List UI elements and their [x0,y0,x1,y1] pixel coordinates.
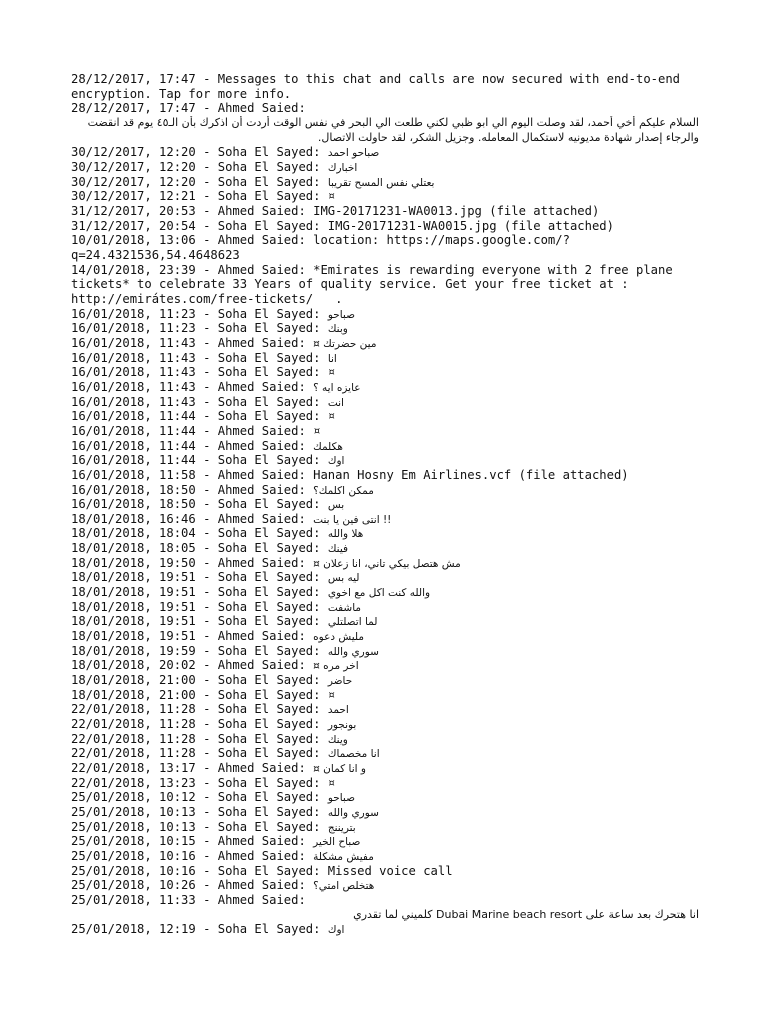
arabic-message: ¤ مين حضرتك [313,337,377,350]
line-text: 16/01/2018, 11:43 - Ahmed Saied: [71,335,314,350]
line-text: 18/01/2018, 19:51 - Soha El Sayed: [71,599,328,614]
line-text: 18/01/2018, 21:00 - Soha El Sayed: ¤ [71,687,336,702]
chat-line [71,453,699,468]
line-text: 18/01/2018, 16:46 - Ahmed Saied: [71,511,314,526]
line-text: 22/01/2018, 11:28 - Soha El Sayed: [71,717,328,732]
line-text: 30/12/2017, 12:20 - Soha El Sayed: [71,174,328,189]
arabic-message: بعتلي نفس المسح تقريبا [327,176,435,189]
line-text: 16/01/2018, 18:50 - Ahmed Saied: [71,482,314,497]
arabic-message: انا [327,352,337,365]
arabic-message: اوك [327,924,345,937]
arabic-message: عايزه ايه ؟ [313,381,361,394]
chat-line [71,702,699,717]
line-text: 25/01/2018, 11:33 - Ahmed Saied: [71,892,314,907]
line-text: 28/12/2017, 17:47 - Messages to this chat and calls are now secured with end-to-end encryption. Tap for more info. [71,72,688,101]
arabic-message: مفيش مشكلة [313,850,374,863]
chat-line [71,526,699,541]
chat-line [71,556,699,571]
line-text: 16/01/2018, 11:43 - Soha El Sayed: [71,394,328,409]
arabic-message: صباح الخير [313,836,361,849]
arabic-message: هتخلص امتي؟ [313,880,375,893]
line-text: 18/01/2018, 19:50 - Ahmed Saied: [71,555,314,570]
chat-line [71,72,699,101]
arabic-message: انتى فين يا بنت !! [313,513,392,526]
chat-line [71,336,699,351]
chat-line [71,409,699,424]
line-text: 18/01/2018, 19:59 - Soha El Sayed: [71,643,328,658]
arabic-message: احمد [327,704,349,717]
line-text: 25/01/2018, 10:12 - Soha El Sayed: [71,790,328,805]
arabic-message: فينك [327,543,349,556]
arabic-message: صباحو احمد [327,147,380,160]
line-text: 18/01/2018, 19:51 - Soha El Sayed: [71,570,328,585]
chat-line [71,380,699,395]
line-text: 30/12/2017, 12:21 - Soha El Sayed: ¤ [71,189,336,204]
line-text: 25/01/2018, 10:16 - Soha El Sayed: Missed voice call [71,863,453,878]
arabic-message: ليه بس [327,572,360,585]
arabic-message: بونجور [327,719,357,732]
chat-line [71,644,699,659]
line-text: 22/01/2018, 11:28 - Soha El Sayed: [71,731,328,746]
chat-line [71,776,699,791]
line-text: 10/01/2018, 13:06 - Ahmed Saied: location: https://maps.google.com/?q=24.4321536,54.4648623 [71,233,570,262]
chat-line [71,570,699,585]
chat-line [71,834,699,849]
line-text: 25/01/2018, 10:26 - Ahmed Saied: [71,878,314,893]
arabic-message: بتريننج [327,821,356,834]
chat-line [71,351,699,366]
line-text: 30/12/2017, 12:20 - Soha El Sayed: [71,160,328,174]
line-text: 18/01/2018, 18:05 - Soha El Sayed: [71,541,328,556]
arabic-message: اوك [327,455,345,468]
line-text: 16/01/2018, 11:44 - Soha El Sayed: [71,453,328,468]
line-text: 16/01/2018, 11:43 - Ahmed Saied: [71,379,314,394]
arabic-message: سوري والله [327,645,379,658]
arabic-message: ¤ و انا كمان [313,762,366,775]
chat-line [71,820,699,835]
wrapped-message [71,908,699,923]
arabic-message: لما اتصلتلي [327,616,378,629]
chat-line [71,629,699,644]
chat-line [71,175,699,190]
line-text: 31/12/2017, 20:54 - Soha El Sayed: IMG-20171231-WA0015.jpg (file attached) [71,218,614,233]
chat-line [71,893,699,908]
line-text: 25/01/2018, 10:13 - Soha El Sayed: [71,804,328,819]
line-text: 30/12/2017, 12:20 - Soha El Sayed: [71,145,328,160]
chat-line [71,790,699,805]
chat-line [71,145,699,160]
line-text: 18/01/2018, 21:00 - Soha El Sayed: [71,673,328,688]
line-text: 22/01/2018, 13:17 - Ahmed Saied: [71,760,314,775]
line-text: 25/01/2018, 10:16 - Ahmed Saied: [71,848,314,863]
chat-line [71,805,699,820]
chat-line [71,849,699,864]
chat-line [71,439,699,454]
chat-transcript [71,72,699,937]
line-text: 18/01/2018, 19:51 - Ahmed Saied: [71,629,314,644]
chat-line [71,600,699,615]
chat-line [71,512,699,527]
chat-line [71,468,699,483]
chat-line [71,101,699,116]
chat-line [71,688,699,703]
line-text: 16/01/2018, 11:44 - Ahmed Saied: ¤ [71,423,321,438]
line-text: 25/01/2018, 12:19 - Soha El Sayed: [71,922,328,937]
chat-line [71,263,699,307]
line-text: 22/01/2018, 13:23 - Soha El Sayed: ¤ [71,775,336,790]
line-text: 18/01/2018, 20:02 - Ahmed Saied: [71,658,314,673]
line-text: 16/01/2018, 11:23 - Soha El Sayed: [71,321,328,336]
line-text: 31/12/2017, 20:53 - Ahmed Saied: IMG-20171231-WA0013.jpg (file attached) [71,203,600,218]
line-text: 16/01/2018, 11:44 - Ahmed Saied: [71,438,314,453]
chat-line [71,585,699,600]
chat-line [71,483,699,498]
arabic-message: ¤ اخر مره [313,660,359,673]
arabic-message: سوري والله [327,806,379,819]
arabic-message: هكلمك [313,440,343,453]
line-text: 16/01/2018, 11:43 - Soha El Sayed: ¤ [71,365,336,380]
chat-line [71,746,699,761]
arabic-message: اخبارك [327,162,358,174]
wrapped-message [71,116,699,145]
line-text: 25/01/2018, 10:13 - Soha El Sayed: [71,819,328,834]
line-text: 16/01/2018, 11:58 - Ahmed Saied: Hanan Hosny Em Airlines.vcf (file attached) [71,467,629,482]
line-text: 16/01/2018, 11:44 - Soha El Sayed: ¤ [71,409,336,424]
chat-line [71,365,699,380]
arabic-message: وبنك [327,323,348,336]
chat-line [71,204,699,219]
chat-line [71,673,699,688]
chat-line [71,233,699,262]
arabic-message: السلام عليكم أخي أحمد، لقد وصلت اليوم الي ابو ظبي لكني طلعت الي البحر في نفس الوقت أردت أن اذكرك بأن الـ٤٥ يوم قد انقضت والرجاء إصدار شهادة مديونيه لاستكمال المعامله. وجزيل الشكر، لقد حاولت الاتصال. [84,116,699,144]
chat-line [71,219,699,234]
chat-line [71,614,699,629]
arabic-message: انت [327,396,344,409]
line-text: 18/01/2018, 19:51 - Soha El Sayed: [71,585,328,600]
arabic-message: صباحو [327,792,356,805]
chat-line [71,878,699,893]
arabic-message: هلا والله [327,528,364,541]
chat-line [71,717,699,732]
chat-line [71,424,699,439]
chat-line [71,541,699,556]
arabic-message: بس [327,499,345,512]
line-text: 22/01/2018, 11:28 - Soha El Sayed: [71,702,328,717]
chat-line [71,321,699,336]
chat-line [71,395,699,410]
chat-line [71,761,699,776]
arabic-message: صباحو [327,308,356,321]
chat-line [71,497,699,512]
line-text: 18/01/2018, 19:51 - Soha El Sayed: [71,614,328,629]
line-text: 22/01/2018, 11:28 - Soha El Sayed: [71,746,328,761]
arabic-message: حاضر [327,675,353,688]
arabic-message: انا هتحرك بعد ساعة على Dubai Marine beach resort كلميني لما تقدري [353,907,699,921]
line-text: 25/01/2018, 10:15 - Ahmed Saied: [71,834,314,849]
chat-line [71,922,699,937]
line-text: 18/01/2018, 18:04 - Soha El Sayed: [71,526,328,541]
line-text: 16/01/2018, 18:50 - Soha El Sayed: [71,497,328,512]
arabic-message: انا مخصماك [327,748,380,761]
line-text: 16/01/2018, 11:43 - Soha El Sayed: [71,350,328,365]
chat-line [71,189,699,204]
chat-line [71,658,699,673]
chat-line [71,732,699,747]
arabic-message: ممكن اكلمك؟ [313,484,374,497]
arabic-message: ¤ مش هتصل بيكي تاني، انا زعلان [313,557,461,570]
arabic-message: والله كنت اكل مع اخوي [327,587,431,600]
line-text: 16/01/2018, 11:23 - Soha El Sayed: [71,306,328,321]
arabic-message: ماشفت [327,601,362,614]
arabic-message: وينك [327,733,348,746]
chat-line [71,307,699,322]
chat-line [71,864,699,879]
arabic-message: مليش دعوه [313,631,364,644]
line-text: 14/01/2018, 23:39 - Ahmed Saied: *Emirates is rewarding everyone with 2 free plane tickets* to celebrate 33 Years of quality service. Get your free ticket at : http://emirátes.com/free-tickets/ . [71,262,681,306]
line-text: 28/12/2017, 17:47 - Ahmed Saied: [71,101,314,116]
chat-line [71,160,699,175]
